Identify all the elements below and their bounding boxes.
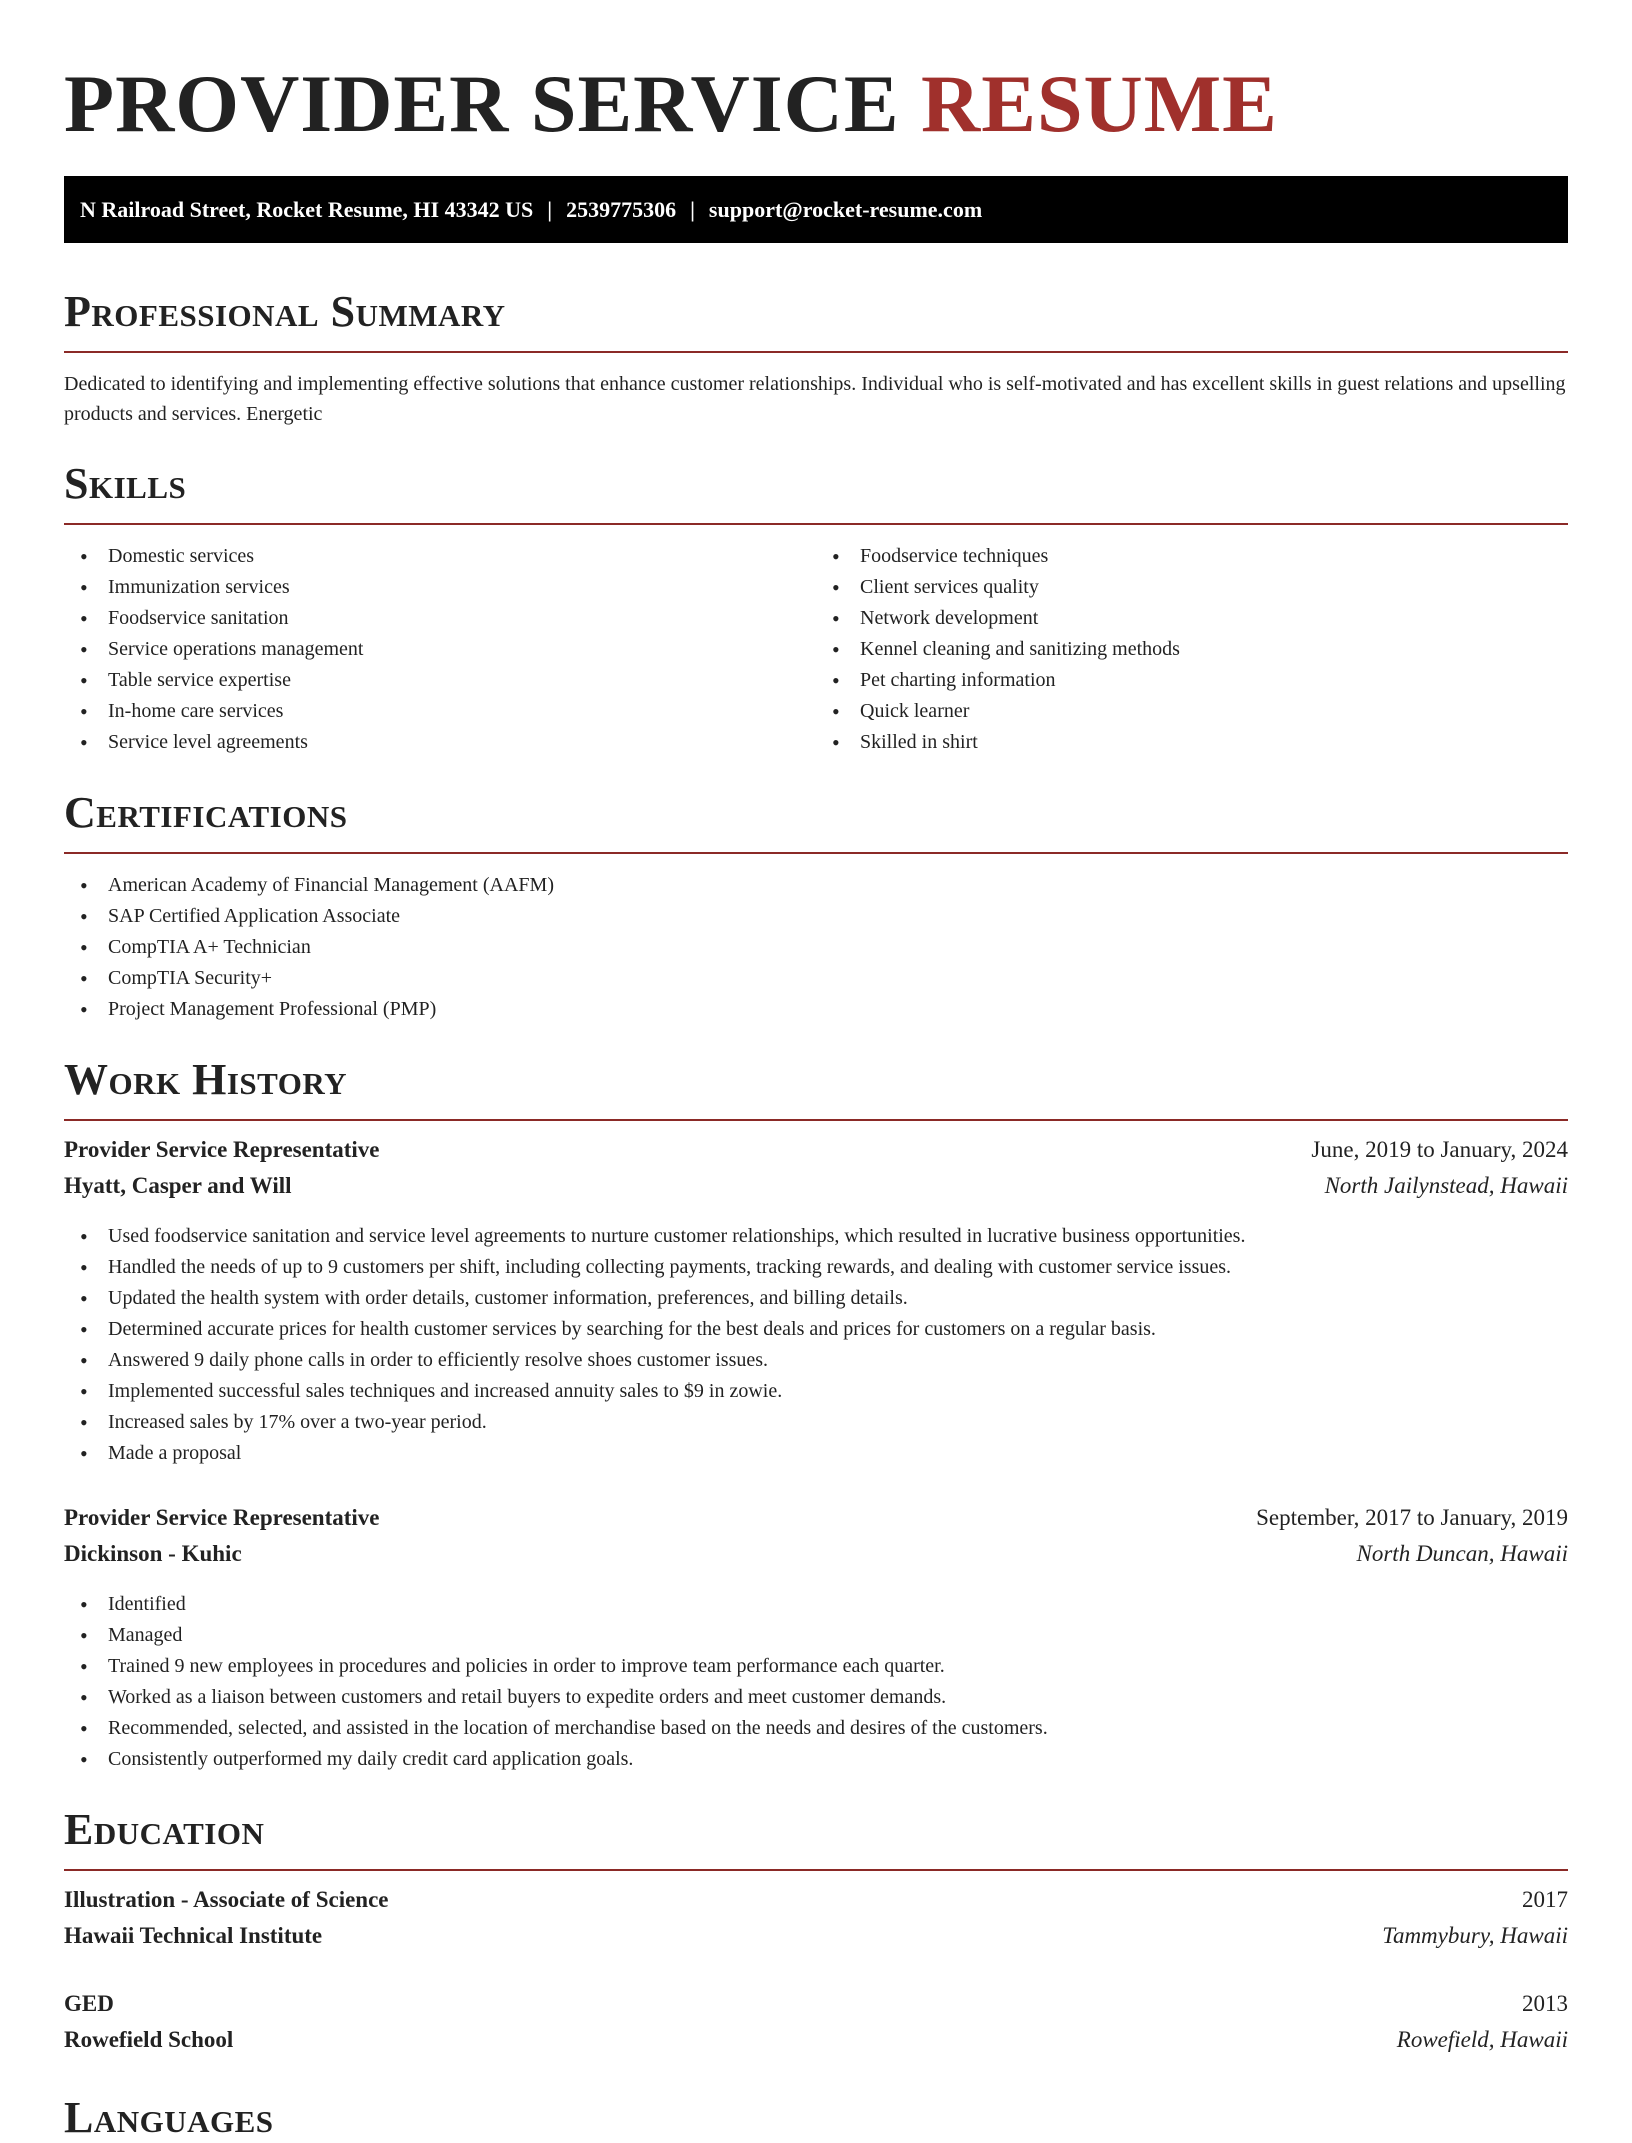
job-bullet: • Increased sales by 17% over a two-year period. [108,1407,1568,1438]
certification-item: • American Academy of Financial Management (AAFM) [108,870,1568,901]
job-bullet: • Consistently outperformed my daily credit card application goals. [108,1744,1568,1775]
job-bullet: • Handled the needs of up to 9 customers per shift, including collecting payments, tracking rewards, and dealing with customer service issues. [108,1252,1568,1283]
job-company: Dickinson - Kuhic [64,1541,242,1566]
skill-item: • Immunization services [108,572,816,603]
job-dates: September, 2017 to January, 2019 [1256,1505,1568,1530]
section-divider [64,523,1568,525]
education-school-row [64,1923,1568,1959]
contact-phone[interactable]: 2539775306 [566,197,677,222]
job-bullet: • Determined accurate prices for health customer services by searching for the best deals and prices for customers on a regular basis. [108,1314,1568,1345]
skill-item: • Kennel cleaning and sanitizing methods [860,634,1568,665]
contact-separator: | [547,197,553,222]
certification-item: • Project Management Professional (PMP) [108,994,1568,1025]
job-company-row [64,1173,1568,1209]
education-school: Rowefield School [64,2027,234,2052]
section-divider [64,351,1568,353]
job-bullet: • Answered 9 daily phone calls in order to efficiently resolve shoes customer issues. [108,1345,1568,1376]
education-school-row [64,2027,1568,2063]
section-title-work-history: Work History [64,1055,348,1104]
job-bullet: • Managed [108,1620,1568,1651]
section-title-education: Education [64,1805,265,1854]
skill-item: • Domestic services [108,541,816,572]
job-bullets [64,1221,1568,1469]
job-header-row [64,1505,1568,1541]
skill-item: • Skilled in shirt [860,727,1568,758]
education-year: 2013 [1522,1991,1568,2016]
title-main: PROVIDER SERVICE [64,58,900,149]
summary-text: Dedicated to identifying and implementing effective solutions that enhance customer relationships. Individual who is self-motivated and has excellent skills in guest relations and upselling products and services. Energetic [64,373,1566,425]
education-degree: GED [64,1991,114,2016]
job-title: Provider Service Representative [64,1505,380,1530]
skill-item: • Foodservice techniques [860,541,1568,572]
contact-address: N Railroad Street, Rocket Resume, HI 43342 US [80,197,534,222]
job-bullet: • Identified [108,1589,1568,1620]
job-title: Provider Service Representative [64,1137,380,1162]
education-degree-row [64,1991,1568,2027]
certifications-list [64,870,1568,1025]
skill-item: • Pet charting information [860,665,1568,696]
job-bullet: • Updated the health system with order details, customer information, preferences, and billing details. [108,1283,1568,1314]
job-bullet: • Implemented successful sales techniques and increased annuity sales to $9 in zowie. [108,1376,1568,1407]
skill-item: • Table service expertise [108,665,816,696]
skill-item: • Network development [860,603,1568,634]
job-dates: June, 2019 to January, 2024 [1311,1137,1568,1162]
education-location: Tammybury, Hawaii [1382,1923,1568,1948]
job-location: North Jailynstead, Hawaii [1324,1173,1568,1198]
job-entry [64,1137,1568,1469]
job-location: North Duncan, Hawaii [1356,1541,1568,1566]
job-bullet: • Worked as a liaison between customers and retail buyers to expedite orders and meet customer demands. [108,1682,1568,1713]
skill-item: • Service operations management [108,634,816,665]
skill-item: • Foodservice sanitation [108,603,816,634]
skills-grid [64,541,1568,758]
section-divider [64,1869,1568,1871]
skills-list-left [64,541,816,758]
job-company-row [64,1541,1568,1577]
certification-item: • CompTIA A+ Technician [108,932,1568,963]
contact-separator: | [690,197,695,222]
job-bullet: • Recommended, selected, and assisted in the location of merchandise based on the needs and desires of the customers. [108,1713,1568,1744]
education-degree: Illustration - Associate of Science [64,1887,389,1912]
education-year: 2017 [1522,1887,1568,1912]
skills-list-right [816,541,1568,758]
contact-bar [64,176,1568,243]
section-title-summary: Professional Summary [64,287,506,336]
education-entry [64,1991,1568,2063]
resume-title [64,0,1568,176]
certification-item: • CompTIA Security+ [108,963,1568,994]
section-title-certifications: Certifications [64,788,348,837]
contact-email[interactable]: support@rocket-resume.com [708,197,983,222]
job-bullet: • Used foodservice sanitation and service level agreements to nurture customer relationships, which resulted in lucrative business opportunities. [108,1221,1568,1252]
job-company: Hyatt, Casper and Will [64,1173,292,1198]
job-header-row [64,1137,1568,1173]
education-school: Hawaii Technical Institute [64,1923,323,1948]
certification-item: • SAP Certified Application Associate [108,901,1568,932]
job-bullet: • Trained 9 new employees in procedures and policies in order to improve team performance each quarter. [108,1651,1568,1682]
section-title-skills: Skills [64,459,187,508]
education-location: Rowefield, Hawaii [1396,2027,1568,2052]
title-accent: RESUME [921,58,1278,149]
job-entry [64,1505,1568,1775]
job-bullets [64,1589,1568,1775]
section-title-languages: Languages [64,2093,274,2142]
education-entry [64,1887,1568,1959]
section-divider [64,852,1568,854]
skill-item: • In-home care services [108,696,816,727]
skill-item: • Client services quality [860,572,1568,603]
job-bullet: • Made a proposal [108,1438,1568,1469]
education-degree-row [64,1887,1568,1923]
skill-item: • Service level agreements [108,727,816,758]
section-divider [64,1119,1568,1121]
skill-item: • Quick learner [860,696,1568,727]
